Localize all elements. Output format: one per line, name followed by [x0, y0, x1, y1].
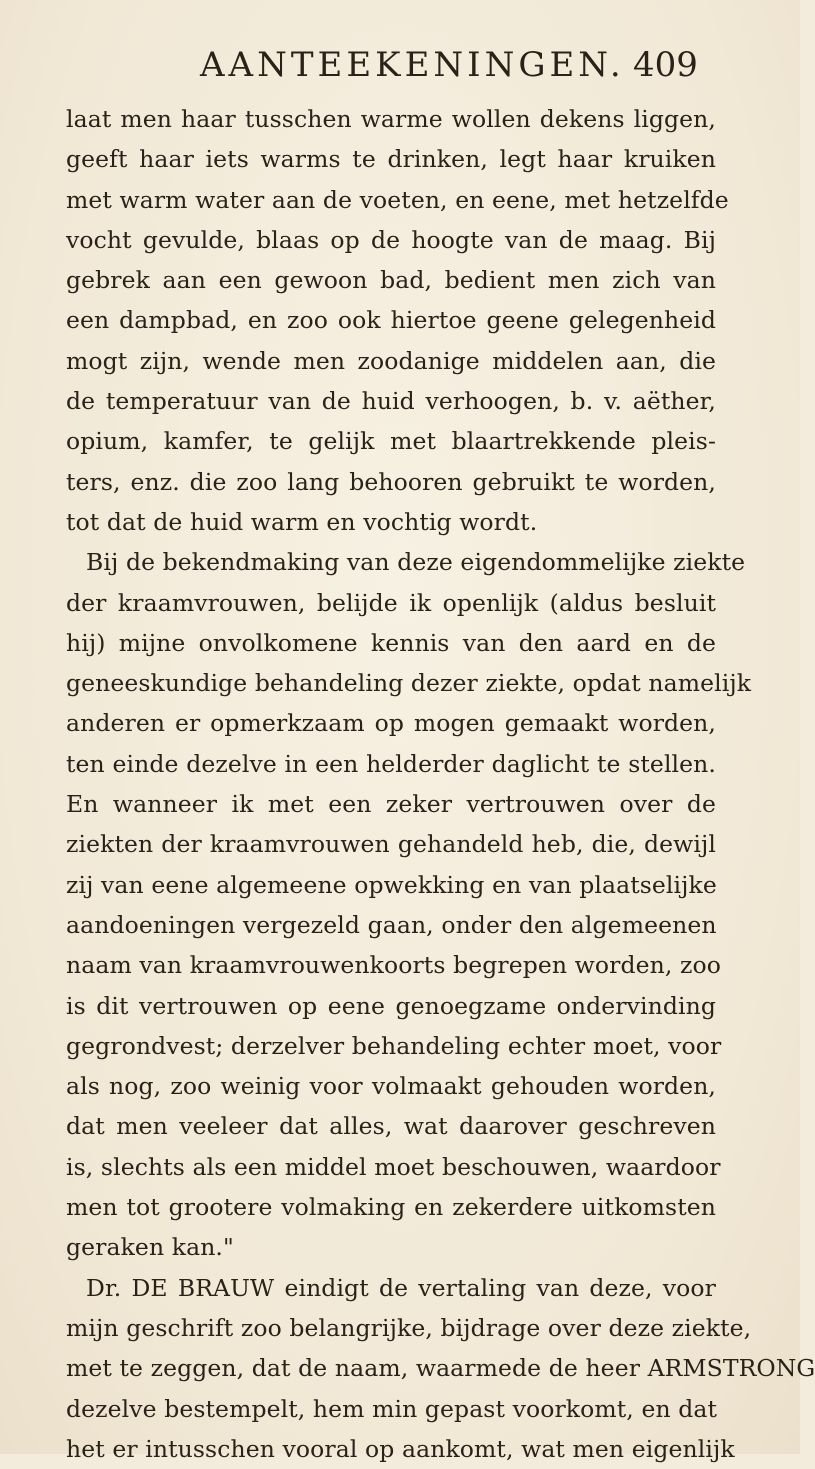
text-line: aandoeningen vergezeld gaan, onder den algemeenen	[66, 910, 717, 939]
running-title: AANTEEKENINGEN.	[200, 45, 625, 85]
text-line: anderen er opmerkzaam op mogen gemaakt worden,	[66, 709, 716, 738]
text-line: dezelve bestempelt, hem min gepast voorkomt, en dat	[66, 1394, 718, 1423]
text-line: met warm water aan de voeten, en eene, met hetzelfde	[66, 185, 729, 214]
text-line: gegrondvest; derzelver behandeling echter moet, voor	[66, 1031, 722, 1060]
text-line: geraken kan."	[66, 1233, 234, 1262]
text-line: En wanneer ik met een zeker vertrouwen over de	[66, 790, 716, 819]
text-line: geeft haar iets warms te drinken, legt haar kruiken	[66, 145, 716, 174]
text-line: is dit vertrouwen op eene genoegzame ondervinding	[66, 991, 716, 1020]
text-line: dat men veeleer dat alles, wat daarover geschreven	[66, 1112, 716, 1141]
text-line: naam van kraamvrouwenkoorts begrepen worden, zoo	[66, 951, 721, 980]
text-line: Dr. DE BRAUW eindigt de vertaling van deze, voor	[86, 1273, 716, 1302]
text-line: laat men haar tusschen warme wollen dekens liggen,	[66, 105, 716, 133]
text-line: gebrek aan een gewoon bad, bedient men zich van	[66, 266, 716, 295]
text-line: Bij de bekendmaking van deze eigendommelijke ziekte	[86, 548, 746, 577]
text-line: een dampbad, en zoo ook hiertoe geene gelegenheid	[66, 306, 716, 335]
text-line: met te zeggen, dat de naam, waarmede de heer ARMSTRONG	[66, 1354, 815, 1383]
text-line: ters, enz. die zoo lang behooren gebruikt te worden,	[66, 467, 716, 496]
text-line: opium, kamfer, te gelijk met blaartrekkende pleis-	[66, 427, 716, 456]
body-text	[66, 99, 815, 1469]
text-line: is, slechts als een middel moet beschouwen, waardoor	[66, 1152, 721, 1181]
text-line: zij van eene algemeene opwekking en van plaatselijke	[66, 870, 717, 899]
text-line: ten einde dezelve in een helderder daglicht te stellen.	[66, 749, 716, 778]
text-line: men tot grootere volmaking en zekerdere uitkomsten	[66, 1193, 716, 1222]
text-line: de temperatuur van de huid verhoogen, b. v. aëther,	[66, 387, 716, 416]
text-line: vocht gevulde, blaas op de hoogte van de maag. Bij	[66, 225, 716, 254]
text-line: als nog, zoo weinig voor volmaakt gehouden worden,	[66, 1072, 716, 1101]
page-number: 409	[633, 45, 698, 85]
text-line: der kraamvrouwen, belijde ik openlijk (aldus besluit	[66, 588, 716, 617]
text-line: ziekten der kraamvrouwen gehandeld heb, die, dewijl	[66, 830, 716, 859]
text-line: tot dat de huid warm en vochtig wordt.	[66, 507, 538, 536]
text-line: het er intusschen vooral op aankomt, wat men eigenlijk	[66, 1434, 735, 1463]
text-line: hij) mijne onvolkomene kennis van den aard en de	[66, 628, 716, 657]
text-line: geneeskundige behandeling dezer ziekte, opdat namelijk	[66, 669, 752, 698]
text-line: mijn geschrift zoo belangrijke, bijdrage over deze ziekte,	[66, 1313, 752, 1342]
text-line: mogt zijn, wende men zoodanige middelen aan, die	[66, 346, 716, 375]
